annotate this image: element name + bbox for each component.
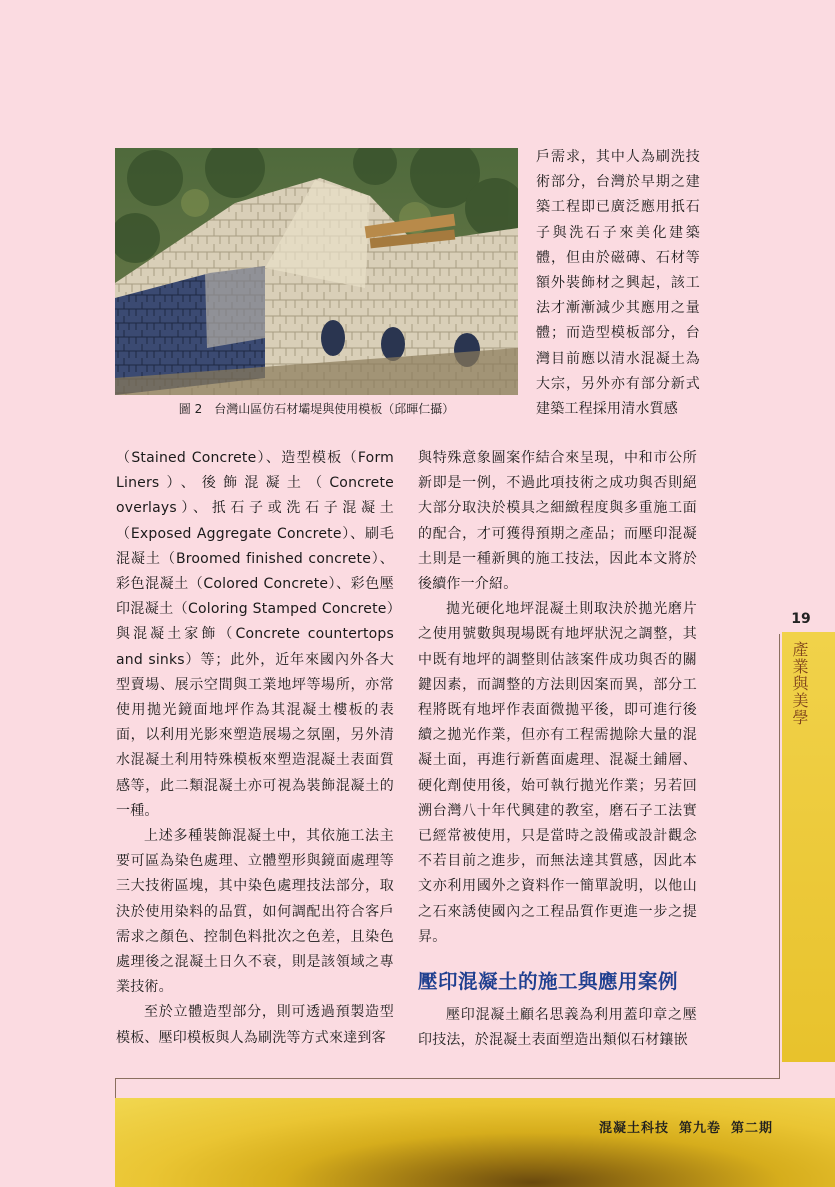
paragraph: 至於立體造型部分，則可透過預製造型模板、壓印模板與人為刷洗等方式來達到客 <box>116 1004 394 1046</box>
page-number: 19 <box>791 611 811 627</box>
footer-band <box>115 1098 835 1187</box>
paragraph: （Stained Concrete）、造型模板（Form Liners）、後飾混凝土（Concrete overlays）、扺石子或洗石子混凝土（Exposed Aggregate Concrete）、刷毛混凝土（Broomed finished concrete）、彩色混凝土（Colored Concrete）、彩色壓印混凝土（Coloring Stamped Concrete）與混凝土家飾（Concrete countertops and sinks）等；此外，近年來國內外各大型賣場、展示空間與工業地坪等場所，亦常使用拋光鏡面地坪作為其混凝土樓板的表面，以利用光影來塑造展場之氛圍，另外清水混凝土利用特殊模板來塑造混凝土表面質感等，此二類混凝土亦可視為裝飾混凝土的一種。 <box>116 450 394 819</box>
journal-volume: 第九卷 <box>678 1121 721 1136</box>
paragraph: 壓印混凝土顧名思義為利用蓋印章之壓印技法，於混凝土表面塑造出類似石材鑲嵌 <box>418 1007 697 1049</box>
figure-caption: 圖 2 台灣山區仿石材壩堤與使用模板（邱暉仁攝） <box>178 402 455 416</box>
figure-photo <box>115 148 518 395</box>
right-column <box>418 446 697 1053</box>
paragraph: 與特殊意象圖案作結合來呈現，中和市公所新即是一例，不過此項技術之成功與否則絕大部分取決於模具之細緻程度與多重施工面的配合，才可獲得預期之產品；而壓印混凝土則是一種新興的施工技法，因此本文將於後續作一介紹。 <box>418 450 697 593</box>
left-column <box>116 446 394 1051</box>
frame-divider <box>115 1078 780 1079</box>
journal-info <box>589 1117 773 1136</box>
journal-issue: 第二期 <box>730 1121 773 1136</box>
text-beside-figure <box>536 145 700 422</box>
paragraph: 戶需求，其中人為刷洗技術部分，台灣於早期之建築工程即已廣泛應用扺石子與洗石子來美化建築體，但由於磁磚、石材等額外裝飾材之興起，該工法才漸漸減少其應用之量體；而造型模板部分，台灣目前應以清水混凝土為大宗，另外亦有部分新式建築工程採用清水質感 <box>536 149 700 418</box>
dam-wall-illustration <box>115 148 518 395</box>
frame-divider <box>115 1078 116 1098</box>
section-tab-title: 產業與美學 <box>790 641 809 726</box>
footer-margin <box>0 1098 115 1187</box>
section-heading: 壓印混凝土的施工與應用案例 <box>418 970 679 994</box>
paragraph: 拋光硬化地坪混凝土則取決於拋光磨片之使用號數與現場既有地坪狀況之調整，其中既有地坪的調整則估該案件成功與否的關鍵因素，而調整的方法則因案而異，部分工程將既有地坪作表面微拋平後，即可進行後續之拋光作業，但亦有工程需拋除大量的混凝土面，再進行新舊面處理、混凝土鋪層、硬化劑使用後，始可執行拋光作業；另若回溯台灣八十年代興建的教室，磨石子工法實已經常被使用，只是當時之設備或設計觀念不若目前之進步，而無法達其質感，因此本文亦利用國外之資料作一簡單說明，以他山之石來誘使國內之工程品質作更進一步之提昇。 <box>418 601 697 945</box>
paragraph: 上述多種裝飾混凝土中，其依施工法主要可區為染色處理、立體塑形與鏡面處理等三大技術區塊，其中染色處理技法部分，取決於使用染料的品質，如何調配出符合客戶需求之顏色、控制色料批次之色差，且染色處理後之混凝土日久不衰，則是該領域之專業技術。 <box>116 828 394 996</box>
journal-name: 混凝土科技 <box>598 1121 669 1136</box>
frame-divider <box>779 634 780 1079</box>
